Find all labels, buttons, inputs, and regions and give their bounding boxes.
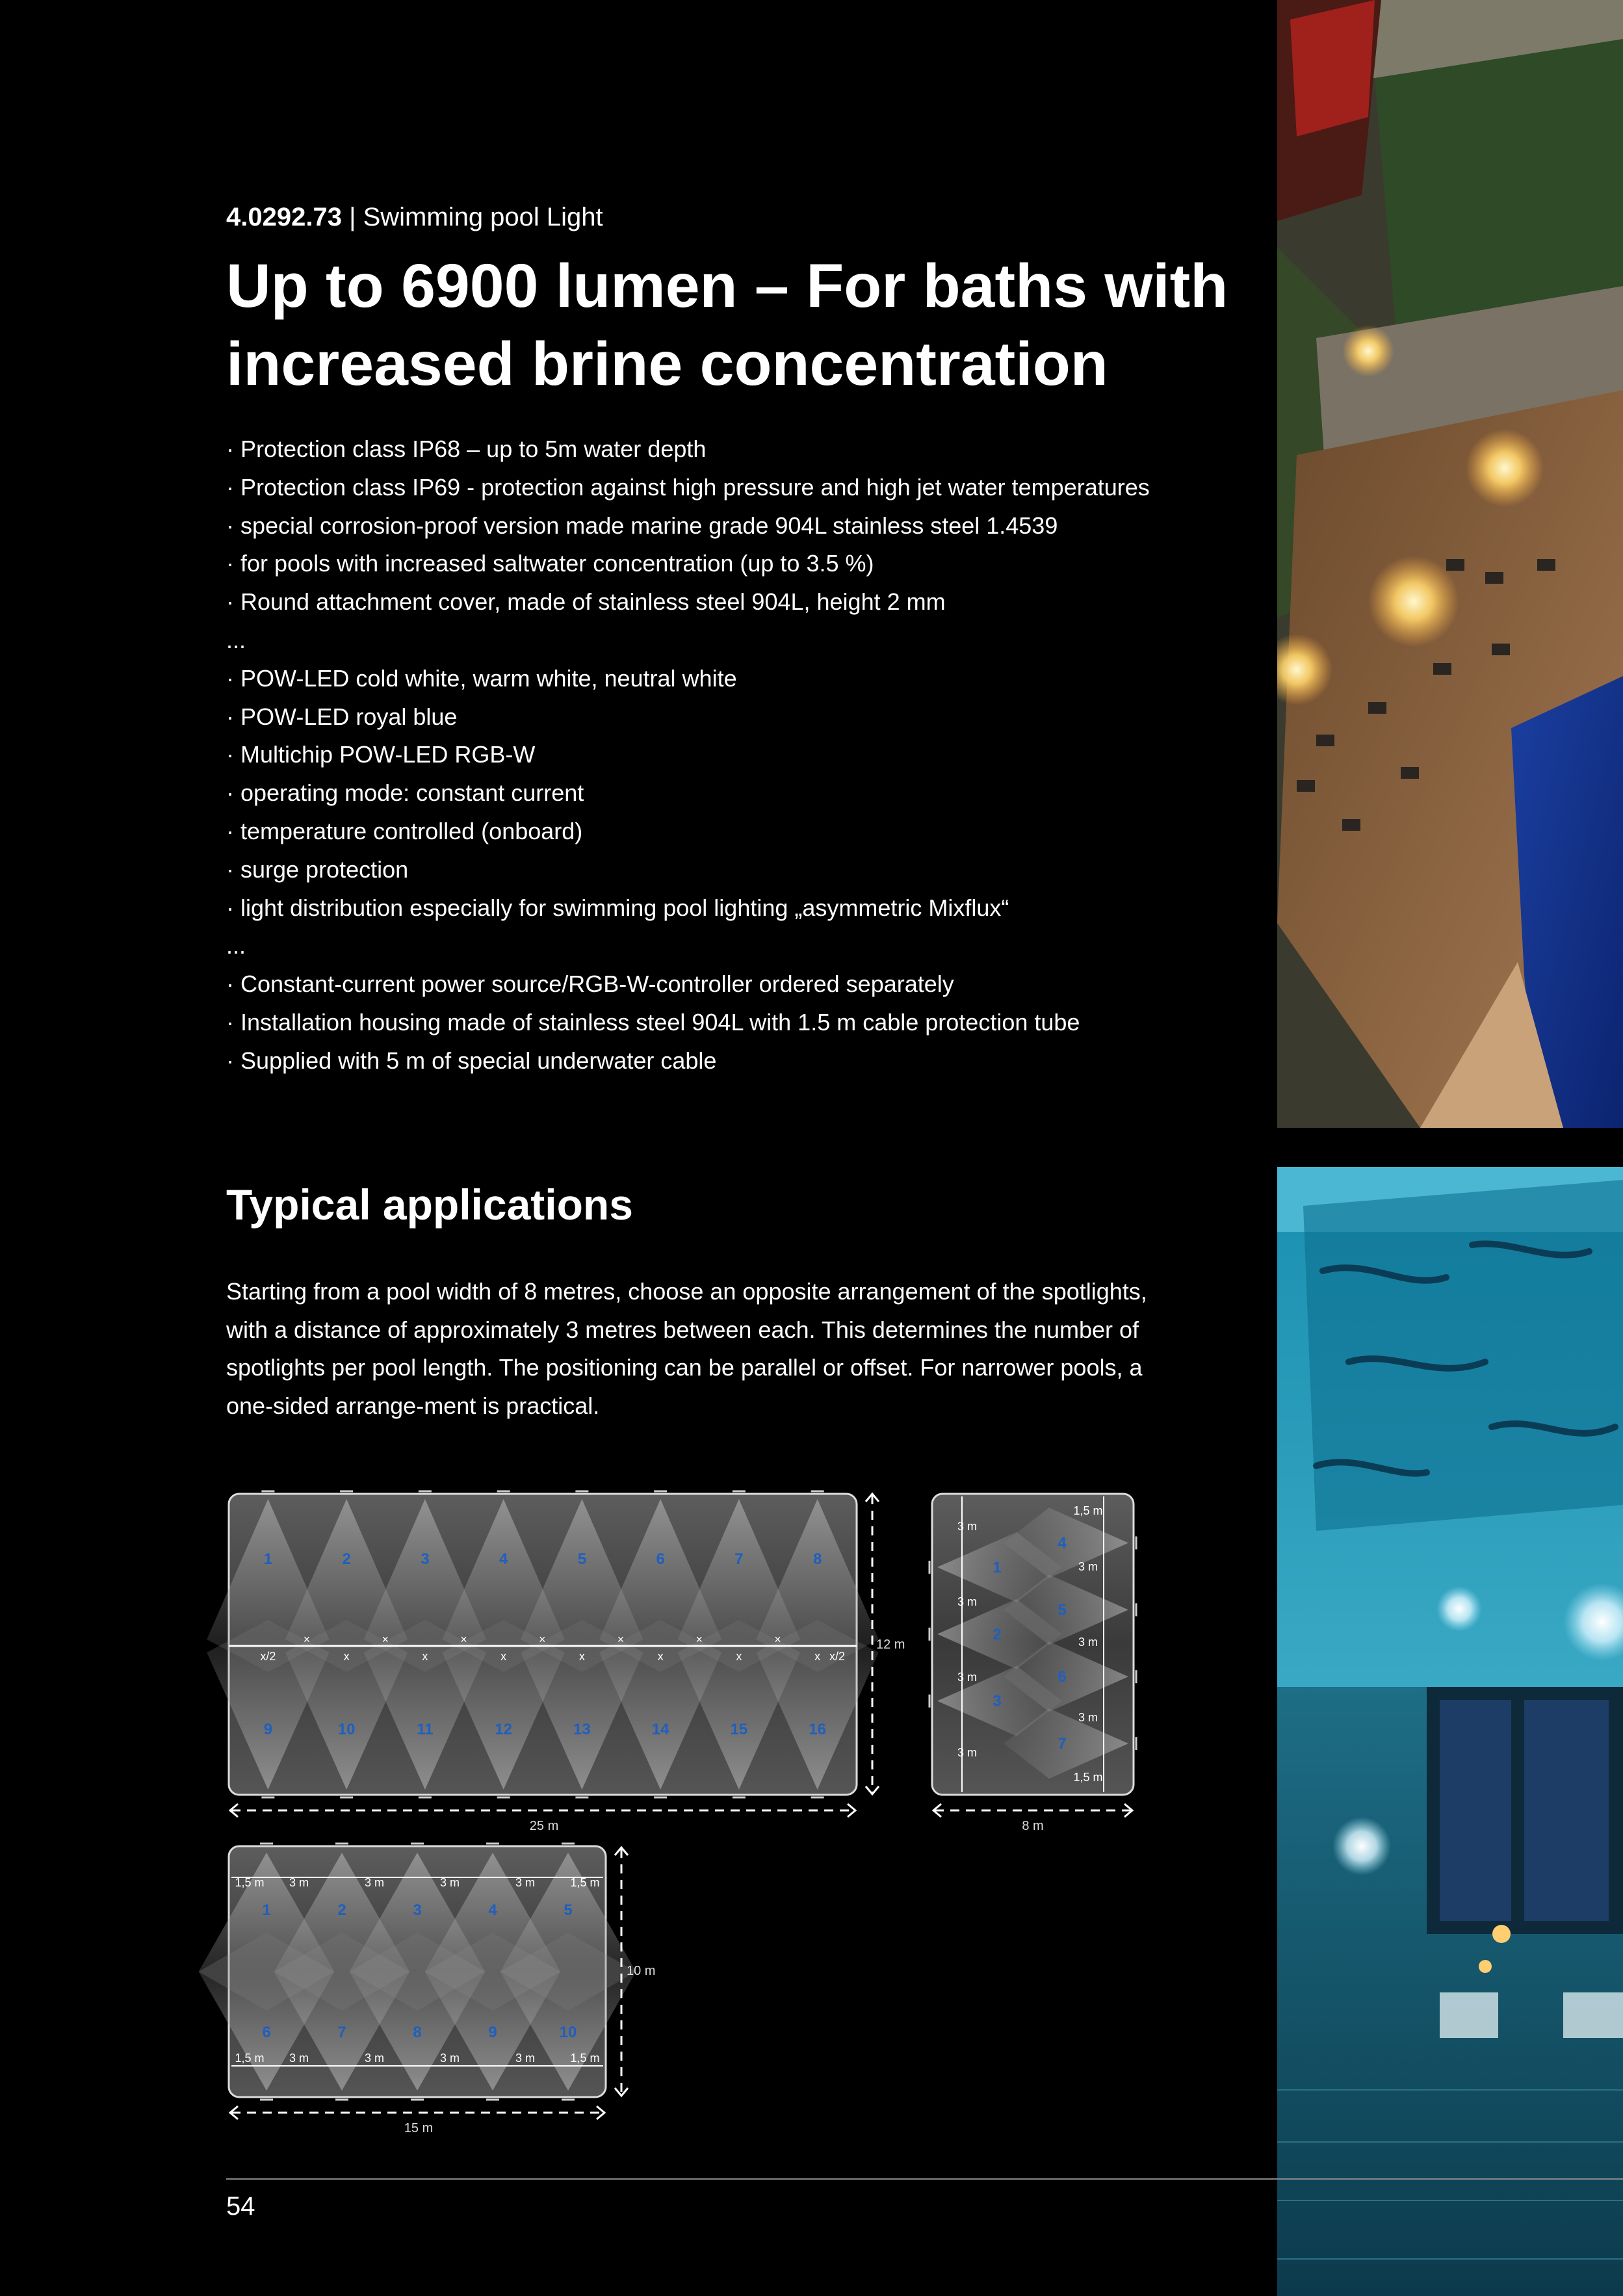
pool-a-height-label: 12 m [876, 1637, 905, 1652]
spotlight-number: 6 [262, 2024, 271, 2041]
spacing-label: 1,5 m [235, 2052, 265, 2065]
spacing-label: x [736, 1650, 742, 1663]
section-title: Typical applications [226, 1181, 633, 1229]
spotlight-number: 4 [488, 1901, 497, 1919]
courtyard-image [1277, 0, 1623, 1128]
spotlight-number: 7 [337, 2024, 346, 2041]
spacing-tick: × [617, 1633, 625, 1646]
spotlight-number: 2 [993, 1625, 1002, 1643]
spacing-label: 3 m [364, 2052, 385, 2065]
section-intro: Starting from a pool width of 8 metres, choose an opposite arrangement of the spotlights, with a distance of approximately 3 metres between each. This determines the number of spotlights per pool length. The positioning can be parallel or offset. For narrower pools, a one-sided arrange-ment is practical. [226, 1278, 1147, 1419]
spotlight-number: 15 [730, 1721, 748, 1738]
spacing-label: x [578, 1650, 585, 1663]
spotlight-number: 12 [495, 1721, 512, 1738]
pool-c-width-label: 15 m [404, 2121, 434, 2135]
spacing-tick: × [303, 1633, 311, 1646]
photo-indoor-pool [1277, 1167, 1623, 2296]
pool-c-height-label: 10 m [627, 1964, 656, 1978]
spacing-tick: × [539, 1633, 546, 1646]
indoor-pool-image [1277, 1167, 1623, 2296]
spotlight-number: 3 [993, 1692, 1002, 1710]
feature-item: · POW-LED cold white, warm white, neutral white [226, 664, 737, 692]
spotlight-number: 10 [337, 1721, 356, 1738]
spacing-label: 3 m [289, 2052, 309, 2065]
pool-a-width-arrows [230, 1804, 855, 1817]
feature-item: · Protection class IP69 - protection against high pressure and high jet water temperatures [226, 473, 1150, 501]
feature-item: · Protection class IP68 – up to 5m water depth [226, 436, 707, 462]
spacing-tick: × [382, 1633, 389, 1646]
spotlight-number: 5 [564, 1901, 573, 1919]
photo-hotel-courtyard [1277, 0, 1623, 1128]
spotlight-number: 14 [651, 1721, 669, 1738]
feature-ellipsis: ... [226, 626, 246, 653]
spacing-tick: × [460, 1633, 467, 1646]
spacing-label: 3 m [289, 1876, 309, 1889]
spacing-label: x/2 [829, 1650, 846, 1663]
spacing-label: 3 m [439, 2052, 460, 2065]
spacing-label: 1,5 m [570, 1876, 600, 1889]
spotlight-number: 3 [421, 1550, 430, 1568]
spacing-label: x [500, 1650, 507, 1663]
spotlight-number: 7 [1058, 1735, 1067, 1753]
spotlight-number: 2 [342, 1550, 351, 1568]
feature-item: · special corrosion-proof version made marine grade 904L stainless steel 1.4539 [226, 512, 1058, 539]
spotlight-number: 1 [993, 1558, 1002, 1576]
spacing-label: x/2 [260, 1650, 276, 1663]
feature-item: · Supplied with 5 m of special underwater cable [226, 1047, 717, 1074]
spotlight-number: 13 [573, 1721, 591, 1738]
spacing-label: x [657, 1650, 664, 1663]
spotlight-number: 9 [488, 2024, 497, 2041]
feature-item: · surge protection [226, 855, 409, 883]
spotlight-number: 5 [577, 1550, 587, 1568]
spacing-tick: × [774, 1633, 781, 1646]
spotlight-number: 3 [413, 1901, 422, 1919]
feature-ellipsis: ... [226, 932, 246, 959]
spacing-label: 3 m [957, 1746, 978, 1759]
spotlight-number: 1 [262, 1901, 271, 1919]
feature-item: · Installation housing made of stainless steel 904L with 1.5 m cable protection tube [226, 1008, 1080, 1036]
feature-item: · operating mode: constant current [226, 779, 584, 807]
footer-rule [226, 2178, 1623, 2180]
spacing-label: 3 m [1078, 1560, 1098, 1573]
pool-b-width-label: 8 m [1022, 1819, 1044, 1833]
product-code: 4.0292.73 [226, 203, 342, 231]
feature-item: · Round attachment cover, made of stainless steel 904L, height 2 mm [226, 588, 946, 616]
spotlight-number: 10 [559, 2024, 577, 2041]
product-category: Swimming pool Light [363, 203, 603, 231]
spacing-label: 1,5 m [235, 1876, 265, 1889]
spotlight-number: 16 [809, 1721, 826, 1738]
spotlight-number: 9 [263, 1721, 273, 1738]
spacing-label: x [814, 1650, 821, 1663]
spacing-label: 3 m [1078, 1636, 1098, 1649]
feature-item: · for pools with increased saltwater concentration (up to 3.5 %) [226, 550, 874, 577]
product-separator: | [349, 203, 356, 231]
spacing-tick: × [695, 1633, 703, 1646]
spacing-label: 3 m [515, 2052, 536, 2065]
spotlight-number: 2 [337, 1901, 346, 1919]
feature-item: · POW-LED royal blue [226, 703, 458, 730]
spacing-label: 1,5 m [570, 2052, 600, 2065]
spacing-label: x [343, 1650, 350, 1663]
pool-a-width-label: 25 m [529, 1819, 559, 1833]
spotlight-number: 6 [1058, 1668, 1067, 1686]
spacing-label: 3 m [439, 1876, 460, 1889]
spotlight-number: 7 [734, 1550, 744, 1568]
spacing-label: 3 m [515, 1876, 536, 1889]
feature-item: · Constant-current power source/RGB-W-controller ordered separately [226, 971, 954, 998]
feature-item: · Multichip POW-LED RGB-W [226, 741, 536, 768]
spotlight-number: 8 [413, 2024, 422, 2041]
spotlight-number: 4 [499, 1550, 508, 1568]
spacing-label: 3 m [364, 1876, 385, 1889]
page-number: 54 [226, 2192, 255, 2221]
spacing-label: 3 m [1078, 1711, 1098, 1724]
spotlight-number: 1 [263, 1550, 273, 1568]
spacing-label: x [422, 1650, 428, 1663]
page-title: Up to 6900 lumen – For baths with increased brine concentration [226, 252, 1228, 398]
spotlight-number: 4 [1058, 1534, 1067, 1552]
spacing-label: 3 m [957, 1671, 978, 1684]
spotlight-number: 8 [812, 1550, 822, 1568]
feature-item: · temperature controlled (onboard) [226, 817, 583, 844]
spacing-label: 3 m [957, 1595, 978, 1608]
spotlight-number: 5 [1058, 1601, 1067, 1619]
spacing-label: 3 m [957, 1520, 978, 1533]
spacing-label: 1,5 m [1073, 1504, 1103, 1517]
spotlight-number: 6 [656, 1550, 665, 1568]
spacing-label: 1,5 m [1073, 1771, 1103, 1784]
spotlight-number: 11 [417, 1721, 434, 1738]
feature-item: · light distribution especially for swimming pool lighting „asymmetric Mixflux“ [226, 894, 1009, 921]
